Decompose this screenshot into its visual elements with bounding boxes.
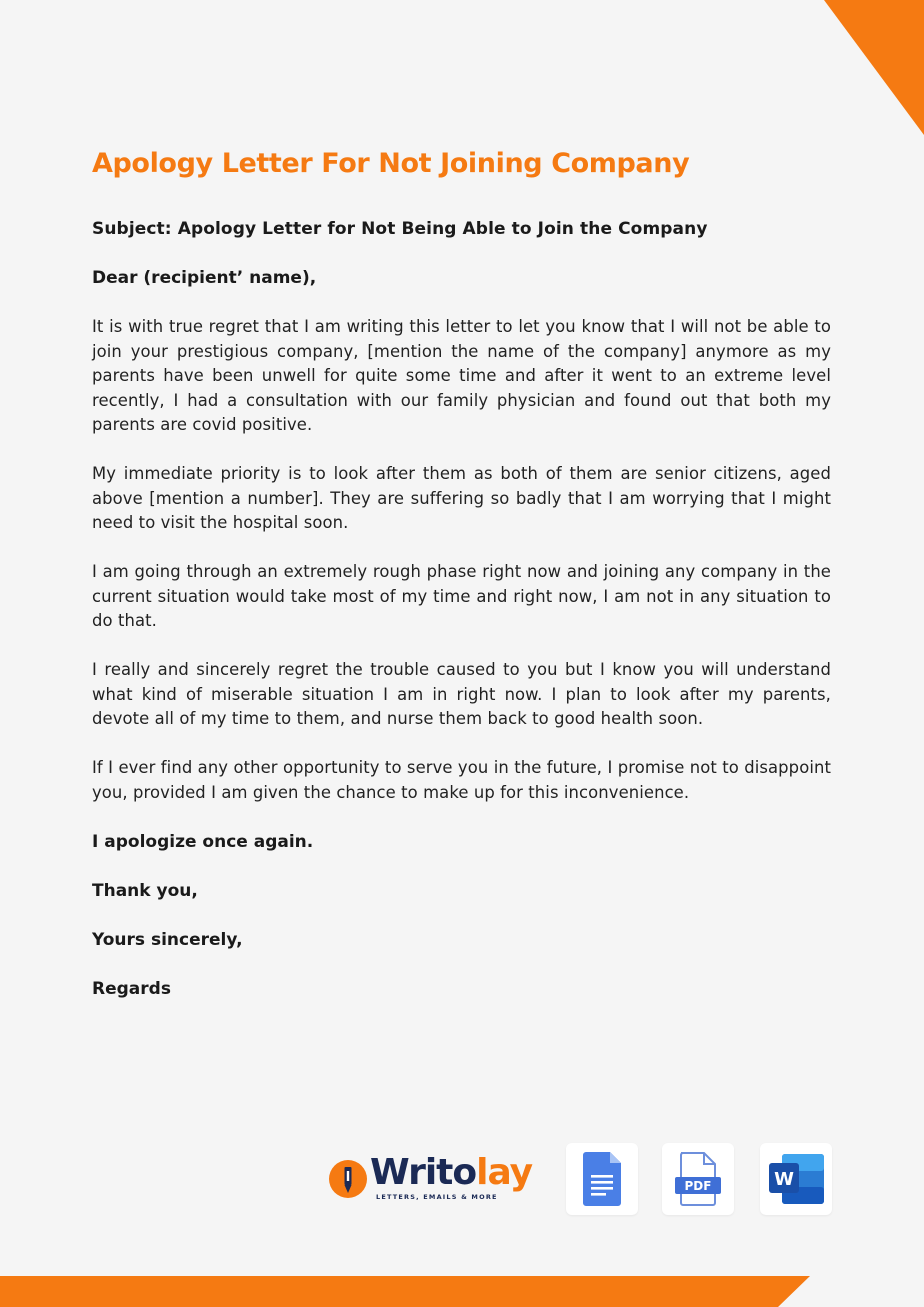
pen-nib-icon	[328, 1159, 368, 1199]
bottom-decoration	[0, 1276, 810, 1307]
logo-word-part1: Writo	[370, 1152, 477, 1193]
closing-thanks: Thank you,	[92, 880, 198, 901]
pdf-icon	[662, 1143, 734, 1215]
logo-wordmark	[370, 1151, 532, 1195]
letter-subject: Subject: Apology Letter for Not Being Able to Join the Company	[92, 219, 708, 239]
body-paragraph: My immediate priority is to look after them as both of them are senior citizens, aged above [mention a number]. They are suffering so badly that I am worrying that I might need to visit the hospital soon.	[92, 464, 831, 532]
closing-sincerely: Yours sincerely,	[92, 929, 243, 950]
pdf-label: PDF	[684, 1179, 712, 1193]
word-icon	[760, 1143, 832, 1215]
google-docs-icon	[566, 1143, 638, 1215]
closing-regards: Regards	[92, 978, 171, 999]
word-letter: W	[774, 1169, 794, 1190]
google-docs-download-button[interactable]	[566, 1143, 638, 1215]
logo-word-part2: lay	[476, 1152, 533, 1193]
closing-apology: I apologize once again.	[92, 831, 314, 852]
letter-content	[92, 144, 831, 1001]
body-paragraph: It is with true regret that I am writing this letter to let you know that I will not be able to join your prestigious company, [mention the name of the company] anymore as my parents have been unwell for quite some time and after it went to an extreme level recently, I had a consultation with our family physician and found out that both my parents are covid positive.	[92, 317, 831, 434]
letter-greeting: Dear (recipient’ name),	[92, 268, 317, 288]
pdf-download-button[interactable]	[662, 1143, 734, 1215]
logo-tagline: LETTERS, EMAILS & MORE	[376, 1193, 498, 1201]
writolay-logo[interactable]	[328, 1152, 533, 1203]
page-title: Apology Letter For Not Joining Company	[92, 148, 690, 179]
corner-decoration	[824, 0, 924, 135]
body-paragraph: I am going through an extremely rough phase right now and joining any company in the current situation would take most of my time and right now, I am not in any situation to do that.	[92, 562, 831, 630]
footer	[328, 1143, 832, 1215]
body-paragraph: If I ever find any other opportunity to serve you in the future, I promise not to disappoint you, provided I am given the chance to make up for this inconvenience.	[92, 758, 831, 802]
body-paragraph: I really and sincerely regret the trouble caused to you but I know you will understand what kind of miserable situation I am in right now. I plan to look after my parents, devote all of my time to them, and nurse them back to good health soon.	[92, 660, 831, 728]
word-download-button[interactable]	[760, 1143, 832, 1215]
